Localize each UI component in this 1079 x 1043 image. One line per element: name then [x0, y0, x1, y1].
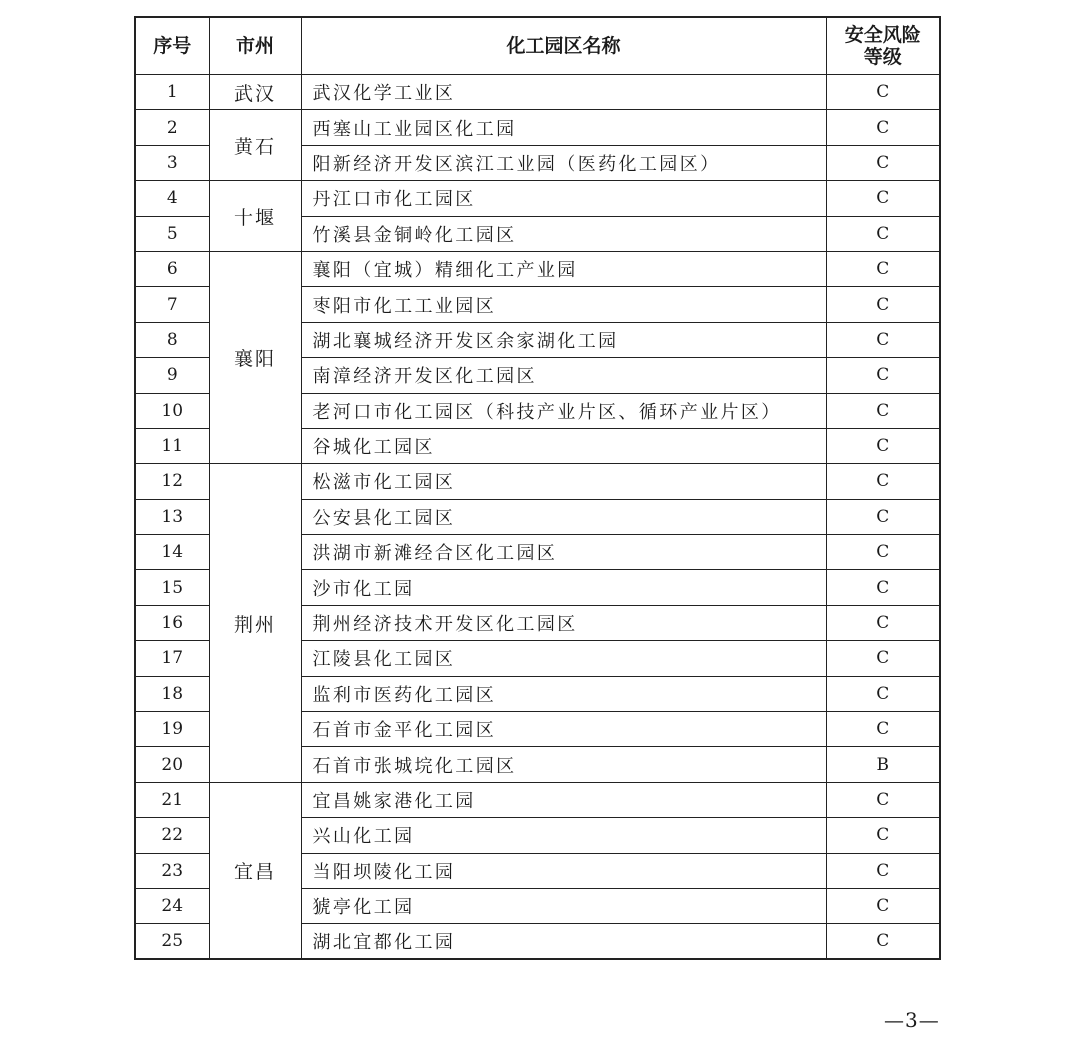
risk-level: C — [826, 570, 940, 605]
park-name: 当阳坝陵化工园 — [301, 853, 826, 888]
park-name: 江陵县化工园区 — [301, 641, 826, 676]
city-cell: 荆州 — [209, 464, 301, 783]
risk-level: C — [826, 358, 940, 393]
park-name: 公安县化工园区 — [301, 499, 826, 534]
park-name: 监利市医药化工园区 — [301, 676, 826, 711]
park-name: 宜昌姚家港化工园 — [301, 782, 826, 817]
risk-level: C — [826, 75, 940, 110]
row-number: 18 — [135, 676, 209, 711]
row-number: 21 — [135, 782, 209, 817]
row-number: 9 — [135, 358, 209, 393]
row-number: 4 — [135, 181, 209, 216]
risk-level: C — [826, 181, 940, 216]
park-name: 枣阳市化工工业园区 — [301, 287, 826, 322]
park-name: 石首市金平化工园区 — [301, 712, 826, 747]
risk-level: C — [826, 287, 940, 322]
table-row — [135, 110, 940, 145]
risk-level: C — [826, 464, 940, 499]
park-name: 洪湖市新滩经合区化工园区 — [301, 535, 826, 570]
row-number: 14 — [135, 535, 209, 570]
risk-level: C — [826, 535, 940, 570]
row-number: 12 — [135, 464, 209, 499]
city-cell: 宜昌 — [209, 782, 301, 959]
table-row — [135, 181, 940, 216]
row-number: 25 — [135, 924, 209, 959]
risk-level: C — [826, 712, 940, 747]
header-city: 市州 — [209, 17, 301, 75]
row-number: 15 — [135, 570, 209, 605]
risk-level: C — [826, 853, 940, 888]
park-name: 松滋市化工园区 — [301, 464, 826, 499]
chemical-park-table — [134, 16, 941, 960]
risk-level: C — [826, 818, 940, 853]
page-number: —3— — [884, 1008, 940, 1032]
table-row — [135, 251, 940, 286]
park-name: 荆州经济技术开发区化工园区 — [301, 605, 826, 640]
park-name: 南漳经济开发区化工园区 — [301, 358, 826, 393]
row-number: 20 — [135, 747, 209, 782]
risk-level: C — [826, 110, 940, 145]
park-name: 湖北宜都化工园 — [301, 924, 826, 959]
park-name: 兴山化工园 — [301, 818, 826, 853]
header-name: 化工园区名称 — [301, 17, 826, 75]
table-row — [135, 75, 940, 110]
risk-level: C — [826, 641, 940, 676]
row-number: 11 — [135, 428, 209, 463]
header-no: 序号 — [135, 17, 209, 75]
row-number: 17 — [135, 641, 209, 676]
header-row — [135, 17, 940, 75]
city-cell: 黄石 — [209, 110, 301, 181]
risk-level: C — [826, 393, 940, 428]
risk-level: C — [826, 605, 940, 640]
risk-level: C — [826, 499, 940, 534]
risk-level: C — [826, 782, 940, 817]
park-name: 丹江口市化工园区 — [301, 181, 826, 216]
header-level — [826, 17, 940, 75]
park-name: 谷城化工园区 — [301, 428, 826, 463]
risk-level: C — [826, 322, 940, 357]
row-number: 8 — [135, 322, 209, 357]
row-number: 3 — [135, 145, 209, 180]
row-number: 2 — [135, 110, 209, 145]
risk-level: C — [826, 676, 940, 711]
row-number: 13 — [135, 499, 209, 534]
park-name: 湖北襄城经济开发区余家湖化工园 — [301, 322, 826, 357]
row-number: 23 — [135, 853, 209, 888]
risk-level: C — [826, 428, 940, 463]
table-body — [135, 75, 940, 960]
row-number: 22 — [135, 818, 209, 853]
risk-level: C — [826, 251, 940, 286]
park-name: 西塞山工业园区化工园 — [301, 110, 826, 145]
city-cell: 十堰 — [209, 181, 301, 252]
park-name: 武汉化学工业区 — [301, 75, 826, 110]
risk-level: C — [826, 924, 940, 959]
table-row — [135, 782, 940, 817]
row-number: 24 — [135, 888, 209, 923]
risk-level: C — [826, 888, 940, 923]
park-name: 猇亭化工园 — [301, 888, 826, 923]
row-number: 5 — [135, 216, 209, 251]
row-number: 7 — [135, 287, 209, 322]
header-level-line1: 安全风险 — [844, 24, 921, 46]
city-cell: 襄阳 — [209, 251, 301, 463]
risk-level: B — [826, 747, 940, 782]
park-name: 竹溪县金铜岭化工园区 — [301, 216, 826, 251]
park-name: 石首市张城垸化工园区 — [301, 747, 826, 782]
risk-level: C — [826, 216, 940, 251]
city-cell: 武汉 — [209, 75, 301, 110]
row-number: 10 — [135, 393, 209, 428]
park-name: 襄阳（宜城）精细化工产业园 — [301, 251, 826, 286]
row-number: 19 — [135, 712, 209, 747]
risk-level: C — [826, 145, 940, 180]
row-number: 16 — [135, 605, 209, 640]
park-name: 沙市化工园 — [301, 570, 826, 605]
park-name: 老河口市化工园区（科技产业片区、循环产业片区） — [301, 393, 826, 428]
table-row — [135, 464, 940, 499]
park-name: 阳新经济开发区滨江工业园（医药化工园区） — [301, 145, 826, 180]
row-number: 1 — [135, 75, 209, 110]
header-level-line2: 等级 — [863, 46, 902, 68]
row-number: 6 — [135, 251, 209, 286]
